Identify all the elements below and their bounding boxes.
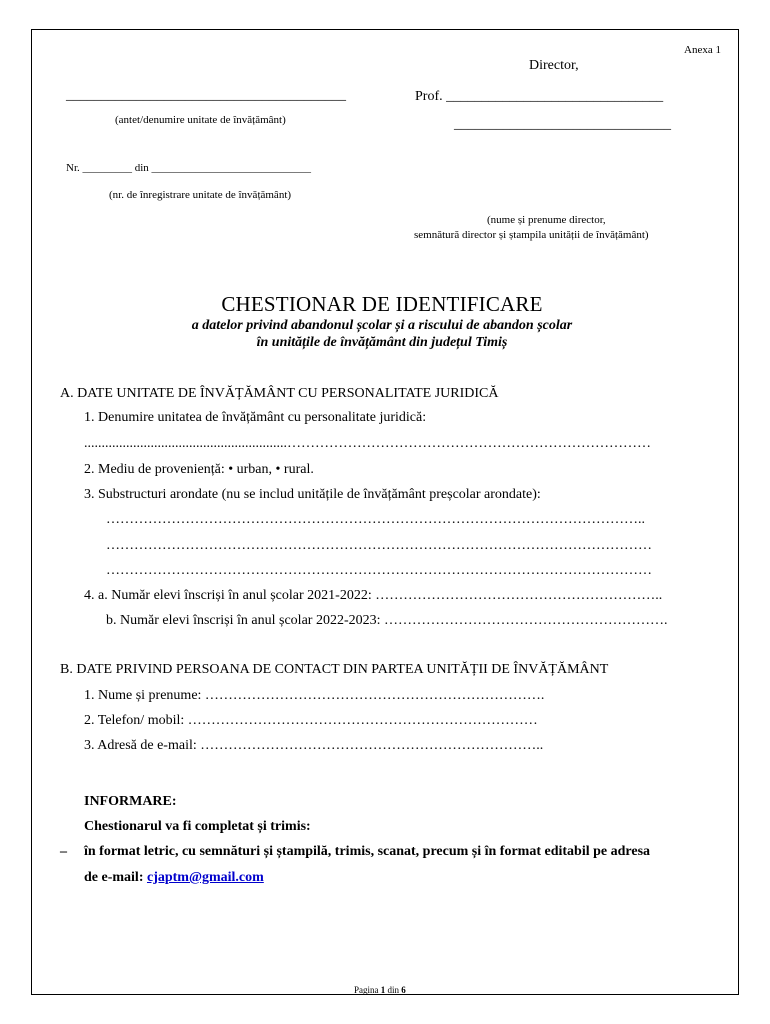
section-a-item-3-dots-1: …………………………………………………………………………………………………….. [106,512,645,527]
section-a-item-4a: 4. a. Număr elevi înscriși în anul școlar 2021-2022: …………………………………………………….. [84,588,663,603]
info-line-1: Chestionarul va fi completat și trimis: [84,819,311,834]
section-a-item-3-dots-2: ……………………………………………………………………………………………………… [106,538,652,553]
email-link[interactable]: cjaptm@gmail.com [146,870,264,885]
section-a-item-1: 1. Denumire unitatea de învățământ cu personalitate juridică: [84,410,427,425]
unit-header-line: ________________________________________ [66,88,346,103]
info-line-3 [84,870,264,886]
prof-line-2: _______________________________ [454,117,671,132]
section-b-item-3: 3. Adresă de e-mail: ……………………………………………………………….. [84,738,544,753]
section-a-item-2: 2. Mediu de proveniență: • urban, • rural. [84,462,314,477]
registration-label: (nr. de înregistrare unitate de învățământ) [109,189,292,201]
document-subtitle-1: a datelor privind abandonul școlar și a riscului de abandon școlar [191,318,573,333]
signature-label-1: (nume și prenume director, [487,214,606,226]
director-label: Director, [529,58,579,73]
section-a-item-4b: b. Număr elevi înscriși în anul școlar 2022-2023: ……………………………………………………. [106,613,668,628]
info-email-prefix: de e-mail: [84,870,147,885]
section-b-item-1: 1. Nume și prenume: ………………………………………………………………. [84,688,545,703]
info-line-2: în format letric, cu semnături și ștampilă, trimis, scanat, precum și în format editabil pe adresa [84,844,651,859]
section-a-heading: A. DATE UNITATE DE ÎNVĂȚĂMÂNT CU PERSONALITATE JURIDICĂ [60,386,499,401]
section-a-item-3-dots-3: ……………………………………………………………………………………………………… [106,563,652,578]
annex-label: Anexa 1 [684,44,721,56]
section-a-item-1-dots: ..........................................................…………………………………………………………………… [84,436,651,451]
prof-line: Prof. _______________________________ [415,89,664,104]
registration-number-line: Nr. _________ din _____________________________ [66,162,312,174]
info-dash: – [60,844,67,859]
antet-label: (antet/denumire unitate de învățământ) [115,114,286,126]
footer-page-number: 1 [380,985,386,995]
section-a-item-3: 3. Substructuri arondate (nu se includ unitățile de învățământ preșcolar arondate): [84,487,541,502]
section-b-heading: B. DATE PRIVIND PERSOANA DE CONTACT DIN PARTEA UNITĂȚII DE ÎNVĂȚĂMÂNT [60,662,609,677]
footer-mid: din [385,985,402,995]
info-heading: INFORMARE: [84,794,177,809]
document-title: CHESTIONAR DE IDENTIFICARE [221,292,543,316]
page-footer [354,985,406,995]
section-b-item-2: 2. Telefon/ mobil: ………………………………………………………………… [84,713,538,728]
signature-label-2: semnătură director și ștampila unității de învățământ) [414,229,649,241]
document-subtitle-2: în unitățile de învățământ din județul Timiș [256,335,508,350]
footer-prefix: Pagina [354,985,381,995]
footer-page-total: 6 [401,985,406,995]
